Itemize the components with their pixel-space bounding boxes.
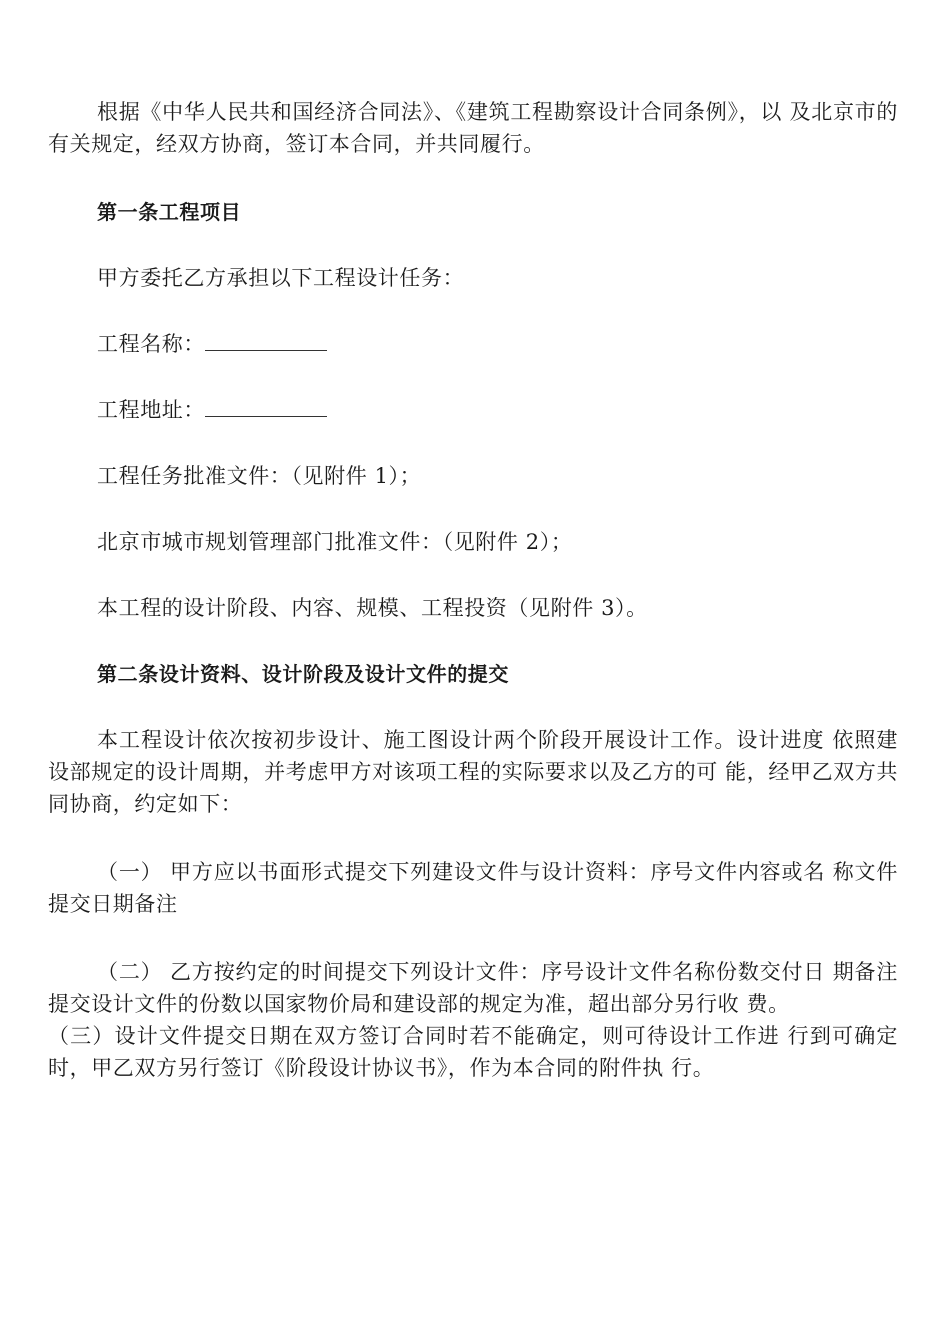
project-name-label: 工程名称： [97, 332, 205, 356]
article-2-item-3: （三）设计文件提交日期在双方签订合同时若不能确定，则可待设计工作进 行到可确定时，甲乙双方另行签订《阶段设计协议书》，作为本合同的附件执 行。 [48, 1024, 898, 1080]
article-2-paragraph-1: 本工程设计依次按初步设计、施工图设计两个阶段开展设计工作。设计进度 依照建设部规定的设计周期，并考虑甲方对该项工程的实际要求以及乙方的可 能，经甲乙双方共同协商，约定如下： [48, 728, 898, 816]
article-2-item-2: （二） 乙方按约定的时间提交下列设计文件：序号设计文件名称份数交付日 期备注提交设计文件的份数以国家物价局和建设部的规定为准，超出部分另行收 费。 [48, 960, 898, 1016]
approval-document-line: 工程任务批准文件：（见附件 1）； [97, 464, 422, 488]
intro-paragraph: 根据《中华人民共和国经济合同法》、《建筑工程勘察设计合同条例》，以 及北京市的有关规定，经双方协商，签订本合同，并共同履行。 [48, 100, 898, 156]
article-2-item-1: （一） 甲方应以书面形式提交下列建设文件与设计资料：序号文件内容或名 称文件提交日期备注 [48, 860, 898, 916]
contract-page [48, 96, 898, 1084]
scope-line: 本工程的设计阶段、内容、规模、工程投资（见附件 3）。 [97, 596, 648, 620]
project-address-label: 工程地址： [97, 398, 205, 422]
article-2-heading: 第二条设计资料、设计阶段及设计文件的提交 [97, 662, 509, 686]
planning-document-line: 北京市城市规划管理部门批准文件：（见附件 2）； [97, 530, 573, 554]
article-1-heading: 第一条工程项目 [97, 200, 242, 224]
article-1-lead: 甲方委托乙方承担以下工程设计任务： [97, 266, 465, 290]
project-name-line [48, 328, 898, 360]
project-address-line [48, 394, 898, 426]
project-address-blank [205, 394, 327, 417]
project-name-blank [205, 328, 327, 351]
